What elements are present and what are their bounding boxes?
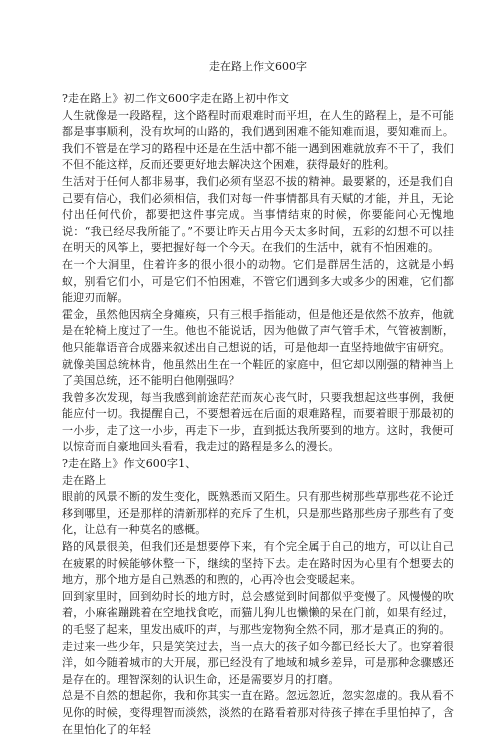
- paragraph: 在一个大洞里，住着许多的很小很小的动物。它们是群居生活的，这就是小蚂蚁，别看它们小，可是它们不怕困难，不管它们遇到多大或多少的困难，它们都能迎刃而解。: [62, 257, 454, 305]
- document-title: 走在路上作文600字: [209, 60, 307, 73]
- paragraph: ?走在路上》初二作文600字走在路上初中作文: [62, 92, 290, 105]
- paragraph: 生活对于任何人都非易事，我们必须有坚忍不拔的精神。最要紧的，还是我们自己要有信心，我们必须相信，我们对每一件事情都具有天赋的才能，并且，无论付出任何代价，都要把这件事完成。当事情结束的时候，你要能问心无愧地说：“我已经尽我所能了。”不要让昨天占用今天太多时间，五彩的幻想不可以挂在明天的风筝上，要把握好每一个今天。在我们的生活中，就有不怕困难的。: [62, 174, 454, 255]
- paragraph: 人生就像是一段路程，这个路程时而艰难时而平坦，在人生的路程上，是不可能都是事事顺利，没有坎坷的山路的，我们遇到困难不能知难而退，要知难而上。我们不管是在学习的路程中还是在生活中都不能一遇到困难就放弃不干了，我们不但不能这样，反而还要更好地去解决这个困难，获得最好的胜利。: [62, 108, 454, 172]
- paragraph: 就像美国总统林肯，他虽然出生在一个鞋匠的家庭中，但它却以刚强的精神当上了美国总统，还不能明白他刚强吗？: [62, 357, 454, 388]
- paragraph: ?走在路上》作文600字1、: [62, 457, 197, 471]
- paragraph: 我曾多次发现，每当我感到前途茫茫而灰心丧气时，只要我想起这些事例，我便能应付一切。我提醒自己，不要想着远在后面的艰难路程，而要着眼于那最初的一小步，走了这一小步，再走下一步，直到抵达我所要到的地方。这时，我便可以惊奇而自豪地回头看看，我走过的路程是多么的漫长。: [62, 390, 454, 454]
- paragraph: 走在路上: [62, 473, 107, 487]
- document-body: [62, 91, 454, 738]
- paragraph: 霍金，虽然他因病全身瘫痪，只有三根手指能动，但是他还是依然不放弃，他就是在轮椅上度过了一生。他也不能说话，因为他做了声气管手术，气管被割断，他只能靠语音合成器来叙述出自己想说的话，可是他却一直坚持地做宇宙研究。: [62, 307, 454, 354]
- paragraph: 走过来一些少年，只是笑笑过去，当一点大的孩子如今都已经长大了。也穿着很洋，如今随着城市的大开展，那已经没有了地域和城乡差异，可是那种念骤感还是存在的。理智深刻的认识生命，还是需要岁月的打磨。: [62, 639, 454, 686]
- paragraph: 总是不自然的想起你，我和你其实一直在路。忽远忽近，忽实忽虚的。我从看不见你的时候，变得理智而淡然，淡然的在路看着那对待孩子摔在手里怕掉了，含在里怕化了的年轻: [62, 689, 454, 736]
- paragraph: 回到家里时，回到幼时长的地方时，总会感觉到时间都似乎变慢了。风慢慢的吹着，小麻雀蹦跳着在空地找食吃，而猫儿狗儿也懒懒的呆在门前，如果有经过，的毛竖了起来，里发出威吓的声，与那些宠物狗全然不同，那才是真正的狗的。: [62, 589, 454, 636]
- paragraph: 眼前的风景不断的发生变化，既熟悉而又陌生。只有那些树那些草那些花不论迁移到哪里，还是那样的清新那样的充斥了生机，只是那些路那些房子那些有了变化，让总有一种莫名的感概。: [62, 490, 454, 537]
- paragraph: 路的风景很美，但我们还是想要停下来，有个完全属于自己的地方，可以让自己在疲累的时候能够休整一下，继续的坚持下去。走在路时因为心里有个想要去的地方，那个地方是自己熟悉的和煦的，心再冷也会变暖起来。: [62, 540, 454, 587]
